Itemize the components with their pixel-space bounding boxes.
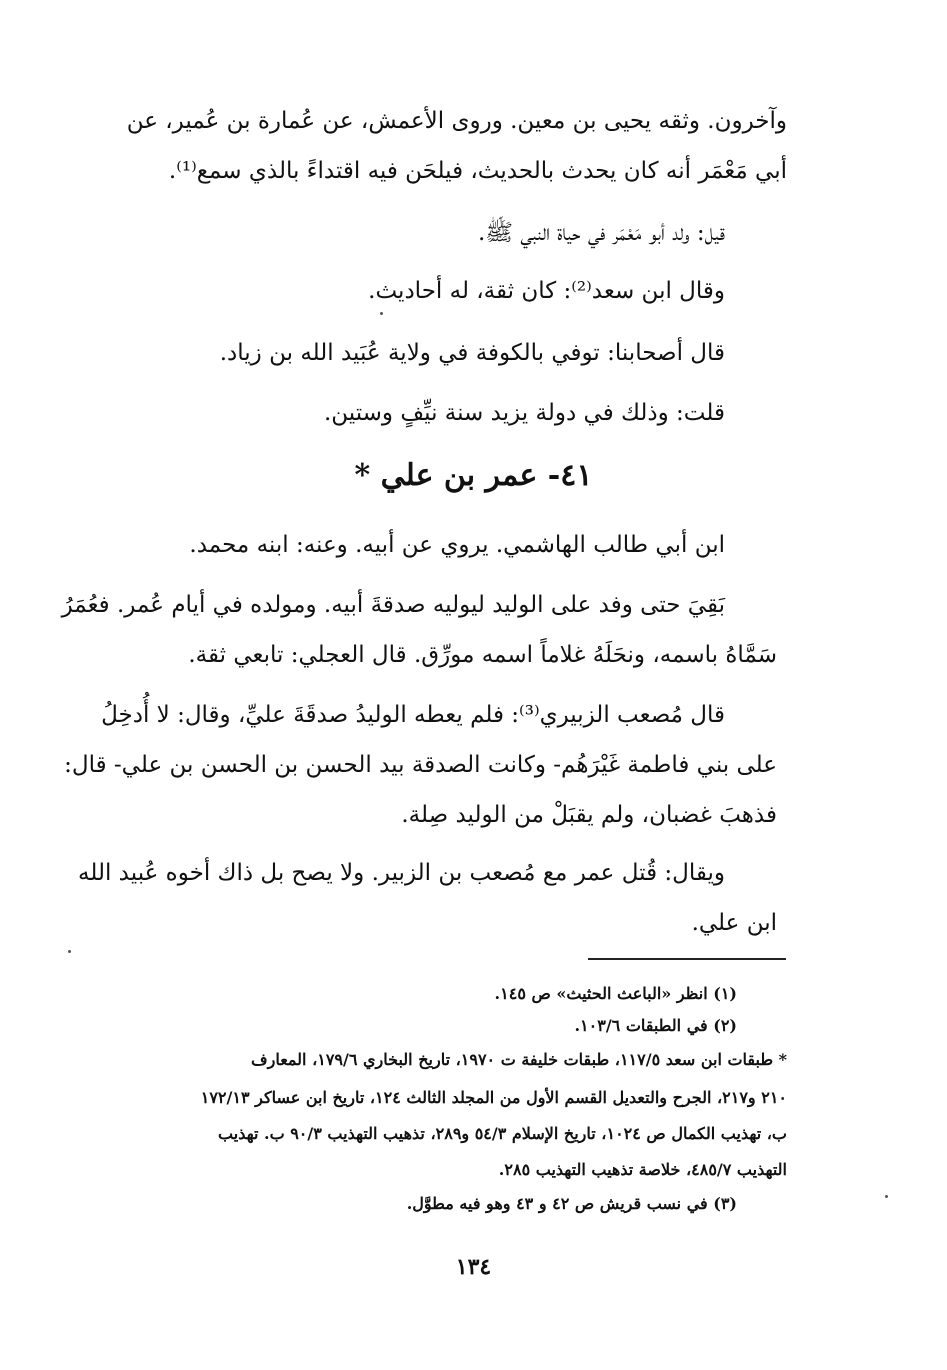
footnote: التهذيب ٤٨٥/٧، خلاصة تذهيب التهذيب ٢٨٥.: [498, 1160, 787, 1179]
page-number: ١٣٤: [455, 1254, 492, 1280]
body-line: قيل: ولد أبو مَعْمَر في حياة النبي ﷺ.: [477, 220, 725, 246]
footnote: (١) انظر «الباعث الحثيث» ص ١٤٥.: [494, 984, 737, 1003]
footnote: (٣) في نسب قريش ص ٤٢ و ٤٣ وهو فيه مطوَّل.: [406, 1194, 737, 1213]
scan-speck: [380, 312, 383, 315]
footnote: * طبقات ابن سعد ١١٧/٥، طبقات خليفة ت ١٩٧٠، تاريخ البخاري ١٧٩/٦، المعارف: [251, 1050, 787, 1069]
footnote: ٢١٠ و٢١٧، الجرح والتعديل القسم الأول من المجلد الثالث ١٢٤، تاريخ ابن عساكر ١٧٢/١٣: [200, 1088, 787, 1107]
footnote: (٢) في الطبقات ١٠٣/٦.: [574, 1016, 737, 1035]
scan-speck: [885, 1195, 888, 1198]
body-line: قلت: وذلك في دولة يزيد سنة نيِّفٍ وستين.: [323, 400, 725, 426]
body-line: وآخرون. وثقه يحيى بن معين. وروى الأعمش، عن عُمارة بن عُمير، عن: [126, 108, 787, 134]
body-line: ويقال: قُتل عمر مع مُصعب بن الزبير. ولا يصح بل ذاك أخوه عُبيد الله: [78, 860, 725, 886]
scan-speck: [68, 950, 71, 953]
body-line: ابن أبي طالب الهاشمي. يروي عن أبيه. وعنه: ابنه محمد.: [189, 532, 725, 558]
body-line: وقال ابن سعد⁽²⁾: كان ثقة، له أحاديث.: [368, 278, 725, 304]
footnote: ب، تهذيب الكمال ص ١٠٢٤، تاريخ الإسلام ٥٤/٣ و٢٨٩، تذهيب التهذيب ٩٠/٣ ب. تهذيب: [218, 1124, 787, 1143]
body-line: بَقِيَ حتى وفد على الوليد ليوليه صدقةَ أبيه. ومولده في أيام عُمر. فعُمَرُ: [61, 592, 725, 618]
body-line: قال أصحابنا: توفي بالكوفة في ولاية عُبَيد الله بن زياد.: [219, 340, 725, 366]
body-line: فذهبَ غضبان، ولم يقبَلْ من الوليد صِلة.: [401, 802, 777, 828]
footnote-separator: [588, 958, 786, 960]
body-line: قال مُصعب الزبيري⁽³⁾: فلم يعطه الوليدُ صدقَةَ عليِّ، وقال: لا أُدخِلُ: [101, 702, 725, 728]
body-line: ابن علي.: [691, 910, 777, 936]
body-line: على بني فاطمة غَيْرَهُم- وكانت الصدقة بيد الحسن بن الحسن بن علي- قال:: [64, 752, 777, 778]
body-line: سَمَّاهُ باسمه، ونحَلَهُ غلاماً اسمه مورِّق. قال العجلي: تابعي ثقة.: [188, 642, 777, 668]
entry-heading: ٤١- عمر بن علي *: [354, 458, 593, 493]
body-line: أبي مَعْمَر أنه كان يحدث بالحديث، فيلحَن فيه اقتداءً بالذي سمع⁽¹⁾.: [168, 158, 787, 184]
